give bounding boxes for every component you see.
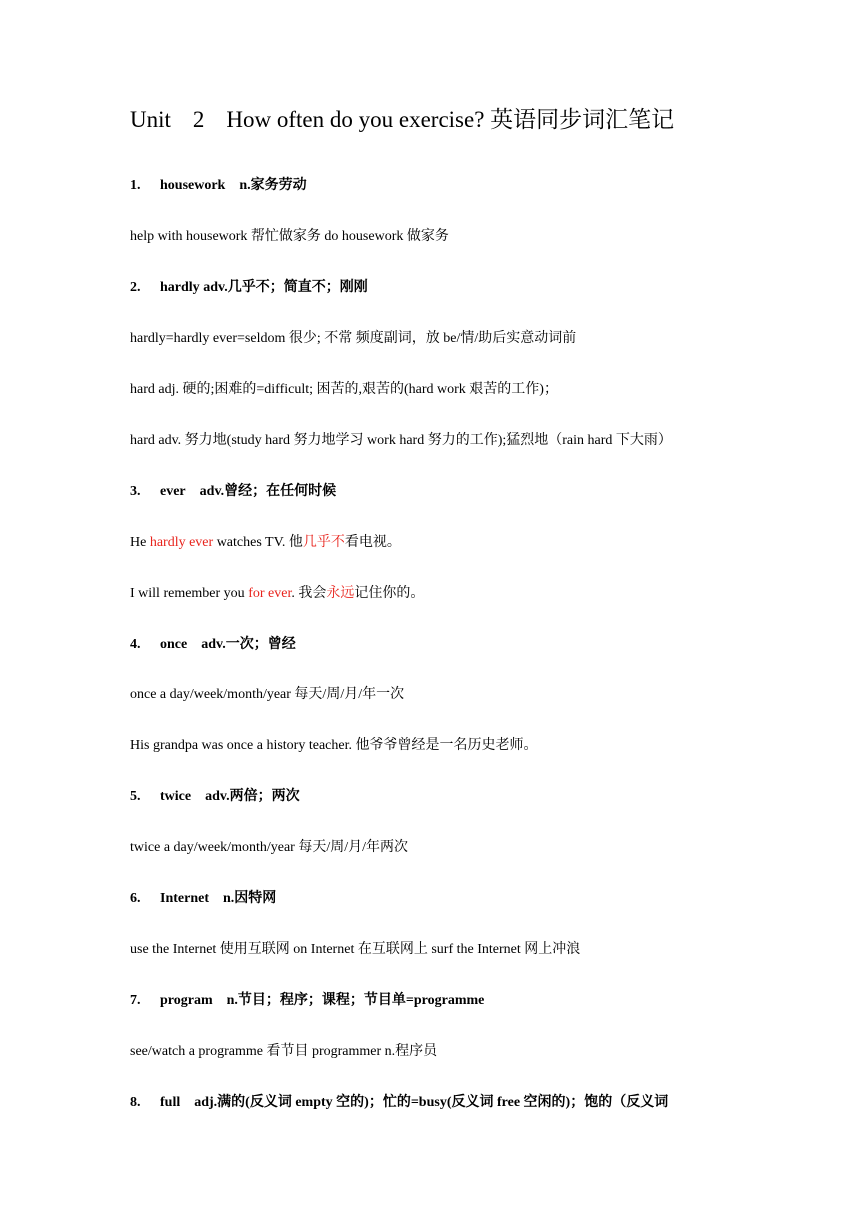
example-text: . 我会 [291, 586, 327, 601]
title-question: How often do you exercise? [226, 107, 485, 132]
entry-definition: adv.几乎不；简直不；刚刚 [203, 280, 368, 295]
example-highlight: hardly ever [149, 535, 214, 550]
entry-term: housework [160, 178, 226, 193]
entry-term: full [160, 1095, 181, 1110]
entry-heading [130, 889, 276, 909]
entry-heading [130, 787, 300, 807]
entry-number: 3. [130, 484, 141, 499]
entry-example: hardly=hardly ever=seldom 很少; 不常 频度副词，放 be/情/助后实意动词前 [130, 331, 577, 346]
entry-definition: n.因特网 [223, 891, 277, 906]
entry-example: twice a day/week/month/year 每天/周/月/年两次 [130, 840, 408, 855]
example-highlight: for ever [248, 586, 292, 601]
entry-example [130, 533, 401, 553]
entry-heading [130, 635, 296, 655]
entry-number: 1. [130, 178, 141, 193]
entry-number: 2. [130, 280, 141, 295]
entry-definition: n.家务劳动 [239, 178, 307, 193]
title-unit-number: 2 [192, 107, 205, 132]
entry-definition: adv.曾经；在任何时候 [199, 484, 337, 499]
entry-example [130, 584, 424, 604]
entry-heading [130, 991, 484, 1011]
title-subtitle: 英语同步词汇笔记 [490, 107, 675, 132]
entry-definition: adj.满的(反义词 empty 空的)；忙的=busy(反义词 free 空闲的)；饱的（反义词 [194, 1095, 669, 1110]
entry-heading [130, 1093, 668, 1113]
entry-number: 5. [130, 789, 141, 804]
entry-definition: adv.一次；曾经 [201, 637, 296, 652]
title-unit: Unit [130, 107, 171, 132]
example-highlight: 几乎不 [302, 535, 345, 550]
entry-example: hard adv. 努力地(study hard 努力地学习 work hard 努力的工作);猛烈地（rain hard 下大雨） [130, 433, 672, 448]
example-text: I will remember you [130, 586, 249, 601]
entry-number: 4. [130, 637, 141, 652]
example-text: 看电视。 [344, 535, 401, 550]
entry-number: 6. [130, 891, 141, 906]
example-text: watches TV. 他 [213, 535, 303, 550]
entry-heading [130, 176, 307, 196]
entry-term: twice [160, 789, 192, 804]
entry-example: see/watch a programme 看节目 programmer n.程序员 [130, 1044, 438, 1059]
entry-number: 7. [130, 993, 141, 1008]
entry-term: ever [160, 484, 186, 499]
entry-example: hard adj. 硬的;困难的=difficult; 困苦的,艰苦的(hard work 艰苦的工作)； [130, 382, 558, 397]
example-highlight: 永远 [326, 586, 355, 601]
entry-term: hardly [160, 280, 200, 295]
page-title [130, 104, 674, 136]
entry-term: program [160, 993, 213, 1008]
entry-example: once a day/week/month/year 每天/周/月/年一次 [130, 687, 405, 702]
entry-example: help with housework 帮忙做家务 do housework 做家务 [130, 229, 449, 244]
entry-heading [130, 482, 336, 502]
entry-example: His grandpa was once a history teacher. 他爷爷曾经是一名历史老师。 [130, 738, 538, 753]
entry-example: use the Internet 使用互联网 on Internet 在互联网上 surf the Internet 网上冲浪 [130, 942, 581, 957]
entry-definition: adv.两倍；两次 [205, 789, 300, 804]
entry-definition: n.节目；程序；课程；节目单=programme [226, 993, 485, 1008]
example-text: He [130, 535, 150, 550]
entry-number: 8. [130, 1095, 141, 1110]
entry-term: Internet [160, 891, 209, 906]
entry-term: once [160, 637, 188, 652]
entry-heading [130, 278, 368, 298]
example-text: 记住你的。 [354, 586, 425, 601]
